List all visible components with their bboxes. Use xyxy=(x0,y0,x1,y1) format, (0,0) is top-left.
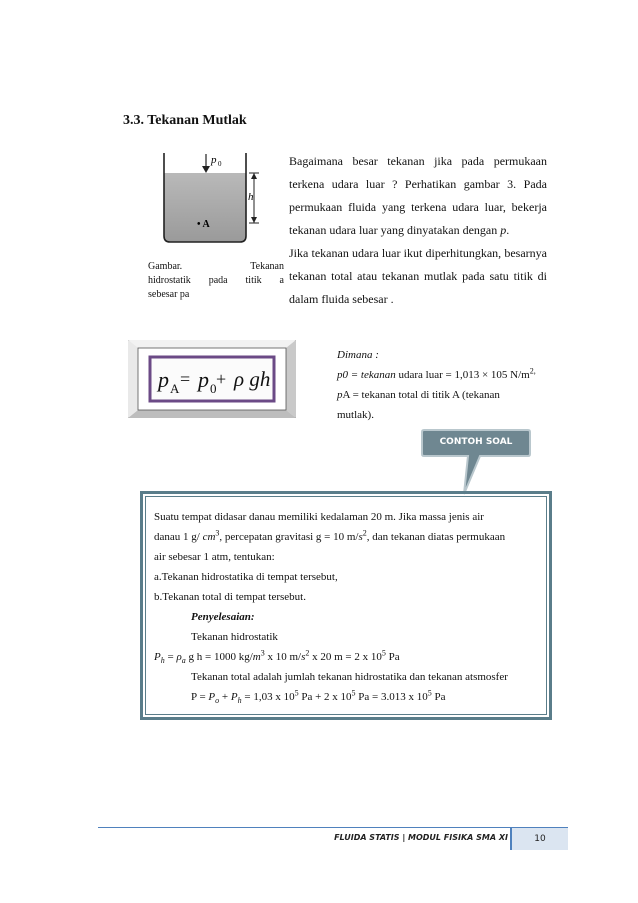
variable-definitions: Dimana : p0 = tekanan udara luar = 1,013 × 105 $N/m^{2,}$ pA = tekanan total di titik A (tekanan mutlak). xyxy=(337,349,536,421)
problem-line: b.Tekanan total di tempat tersebut. xyxy=(154,591,306,603)
figure-caption: Gambar. Tekanan hidrostatik pada titik a sebesar pa xyxy=(148,261,284,300)
svg-text:=: = xyxy=(180,369,191,389)
fluid-container-figure xyxy=(160,148,280,258)
problem-line: a.Tekanan hidrostatika di tempat tersebut, xyxy=(154,571,338,583)
explanation-paragraph: Bagaimana besar tekanan jika pada permukaan terkena udara luar ? Perhatikan gambar 3. Pada permukaan fluida yang terkena udara luar, bekerja tekanan udara luar yang dinyatakan dengan p. Jika tekanan udara luar ikut diperhitungkan, besarnya tekanan total atau tekanan mutlak pada satu titik di dalam fluida sebesar . xyxy=(289,154,547,306)
label-h: h xyxy=(248,191,254,203)
fluid-container-diagram xyxy=(160,148,280,258)
problem-line: danau 1 g/ $cm^3$, percepatan gravitasi g = 10 $m/s^2$, dan tekanan diatas permukaan xyxy=(154,528,506,543)
label-p0: p xyxy=(211,154,217,166)
svg-text:p: p xyxy=(198,367,209,392)
solution-equation: $P = P_o + P_h = 1,03$ x $10^5$ Pa + 2 x $10^5$ Pa = 3.013 x $10^5$ Pa xyxy=(191,688,446,706)
svg-text:+: + xyxy=(216,369,227,389)
problem-line: air sebesar 1 atm, tentukan: xyxy=(154,551,275,563)
footer-divider xyxy=(98,827,568,828)
svg-text:p: p xyxy=(158,367,169,392)
fluid-body xyxy=(164,173,246,242)
page-number: 10 xyxy=(510,828,568,850)
svg-text:0: 0 xyxy=(210,381,217,396)
svg-text:A: A xyxy=(170,381,180,396)
svg-text:ρ gh: ρ gh xyxy=(234,367,271,391)
solution-line: Tekanan hidrostatik xyxy=(191,631,278,643)
section-heading: 3.3. Tekanan Mutlak xyxy=(123,113,247,128)
solution-equation: $P_h = \rho_a$ g h = 1000 $kg/m^3$ x 10 $m/s^2$ x 20 m = 2 x $10^5$ Pa xyxy=(154,648,400,666)
label-point-a: • A xyxy=(197,219,210,230)
contoh-soal-label: CONTOH SOAL xyxy=(439,437,513,447)
formula-frame xyxy=(128,340,296,418)
svg-text:0: 0 xyxy=(218,160,222,168)
solution-line: Tekanan total adalah jumlah tekanan hidrostatika dan tekanan atsmosfer xyxy=(191,671,508,683)
problem-line: Suatu tempat didasar danau memiliki kedalaman 20 m. Jika massa jenis air xyxy=(154,511,484,523)
footer-title: FLUIDA STATIS | MODUL FISIKA SMA XI xyxy=(334,833,508,842)
solution-heading: Penyelesaian: xyxy=(191,611,255,623)
problem-box xyxy=(145,496,547,715)
arrow-head xyxy=(202,166,210,173)
